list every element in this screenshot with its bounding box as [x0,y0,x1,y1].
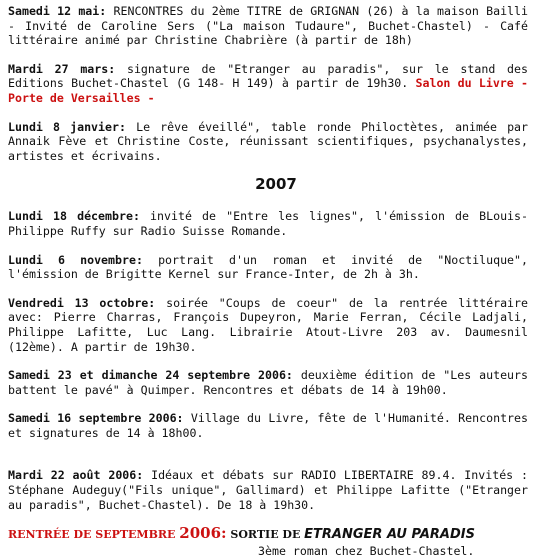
event-entry-13-octobre [8,296,528,354]
news-page [8,4,528,558]
year-heading: 2007 [255,175,297,194]
event-text: RENCONTRES du 2ème TITRE de GRIGNAN (26) à la maison Bailli - Invité de Caroline Sers ("La maison Tudaure", Buchet-Chastel) - Café littéraire animé par Christine Chabrière (à partir de 18h) [8,4,528,48]
book-subline: 3ème roman chez Buchet-Chastel. [258,544,475,558]
event-text: portrait d'un roman et invité de "Noctiluque", l'émission de Brigitte Kernel sur France-Inter, de 2h à 3h. [8,252,528,282]
event-highlight: Salon du Livre - Porte de Versailles - [8,76,528,105]
book-title: ETRANGER AU PARADIS [304,527,475,543]
event-text: signature de "Etranger au paradis", sur le stand des Editions Buchet-Chastel (G 148- H 149) à partir de 19h30. [8,61,528,91]
event-text: soirée "Coups de coeur" de la rentrée littéraire avec: Pierre Charras, François Dupeyron, Marie Ferran, Cécile Ladjali, Philippe Lafitte, Luc Lang. Librairie Atout-Livre 203 av. Daumesnil (12ème). A partir de 19h30. [8,295,528,354]
rentree-announcement [8,524,528,544]
event-date: Lundi 18 décembre: [8,209,140,224]
rentree-colon: : [221,524,227,543]
event-text: deuxième édition de "Les auteurs battent le pavé" à Quimper. Rencontres et débats de 14 à 19h00. [8,368,528,397]
event-date: Lundi 8 janvier: [8,119,126,134]
event-entry-23-24-septembre [8,368,528,397]
sortie-label: SORTIE DE [226,528,305,542]
rentree-label: RENTRÉE DE SEPTEMBRE [8,528,180,542]
event-date: Samedi 16 septembre 2006: [8,411,184,426]
rentree-year: 2006 [179,524,222,543]
event-date: Vendredi 13 octobre: [8,295,156,310]
event-entry-8-janvier [8,120,528,164]
event-entry-16-septembre [8,411,528,440]
event-text: Village du Livre, fête de l'Humanité. Rencontres et signatures de 14 à 18h00. [8,411,528,440]
event-text: Le rêve éveillé", table ronde Philoctètes, animée par Annaik Fève et Christine Coste, réunissant scientifiques, psychanalystes, artistes et écrivains. [8,119,529,163]
event-text: Idéaux et débats sur RADIO LIBERTAIRE 89.4. Invités : Stéphane Audeguy("Fils unique", Gallimard) et Philippe Lafitte ("Etranger au paradis", Buchet-Chastel). De 18 à 19h30. [8,468,528,512]
event-date: Samedi 12 mai: [8,4,107,18]
event-text: invité de "Entre les lignes", l'émission de BLouis-Philippe Ruffy sur Radio Suisse Romande. [8,209,528,238]
event-date: Mardi 22 août 2006: [8,468,144,483]
event-date: Lundi 6 novembre: [8,252,143,267]
event-date: Samedi 23 et dimanche 24 septembre 2006: [8,368,293,383]
event-date: Mardi 27 mars: [8,61,116,76]
event-entry-12-mai [8,4,528,48]
event-entry-22-aout [8,468,528,512]
event-entry-27-mars [8,62,528,106]
event-entry-6-novembre [8,253,528,282]
event-entry-18-decembre [8,209,528,238]
